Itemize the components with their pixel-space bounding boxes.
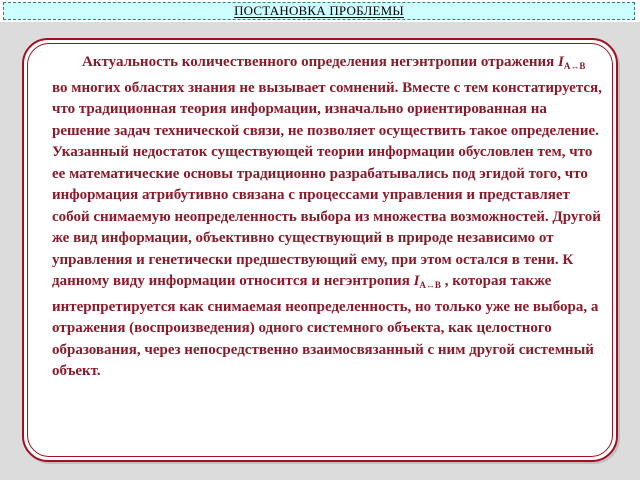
negentropy-symbol-2-letter: I <box>413 273 420 289</box>
problem-statement-paragraph <box>52 52 602 383</box>
negentropy-symbol-2 <box>414 273 441 289</box>
negentropy-symbol-1 <box>558 54 585 70</box>
negentropy-symbol-1-letter: I <box>558 54 564 70</box>
negentropy-symbol-2-subscript: A↔B <box>419 280 441 290</box>
paragraph-part-2: во многих областях знания не вызывает сомнений. Вместе с тем констатируется, что традиционная теория информации, изначально ориентированная на решение задач технической связи, не позволяет осуществить такое определение. Указанный недостаток существующей теории информации обусловлен тем, что ее математические основы традиционно разрабатывались под эгидой того, что информация атрибутивно связана с процессами управления и представляет собой снимаемую неопределенность выбора из множества возможностей. Другой же вид информации, объективно существующий в природе независимо от управления и генетически предшествующий ему, при этом остался в тени. К данному виду информации относится и негэнтропия <box>52 79 602 289</box>
slide-title-bar <box>3 2 635 20</box>
slide-title: ПОСТАНОВКА ПРОБЛЕМЫ <box>234 3 404 18</box>
paragraph-part-1: Актуальность количественного определения негэнтропии отражения <box>82 54 559 70</box>
negentropy-symbol-1-subscript: A↔B <box>563 61 586 71</box>
paragraph-part-3: , которая также интерпретируется как снимаемая неопределенность, но только уже не выбора, а отражения (воспроизведения) одного системного объекта, как целостного образования, через непосредственно взаимосвязанный с ним другой системный объект. <box>52 273 599 379</box>
content-card <box>22 38 618 462</box>
